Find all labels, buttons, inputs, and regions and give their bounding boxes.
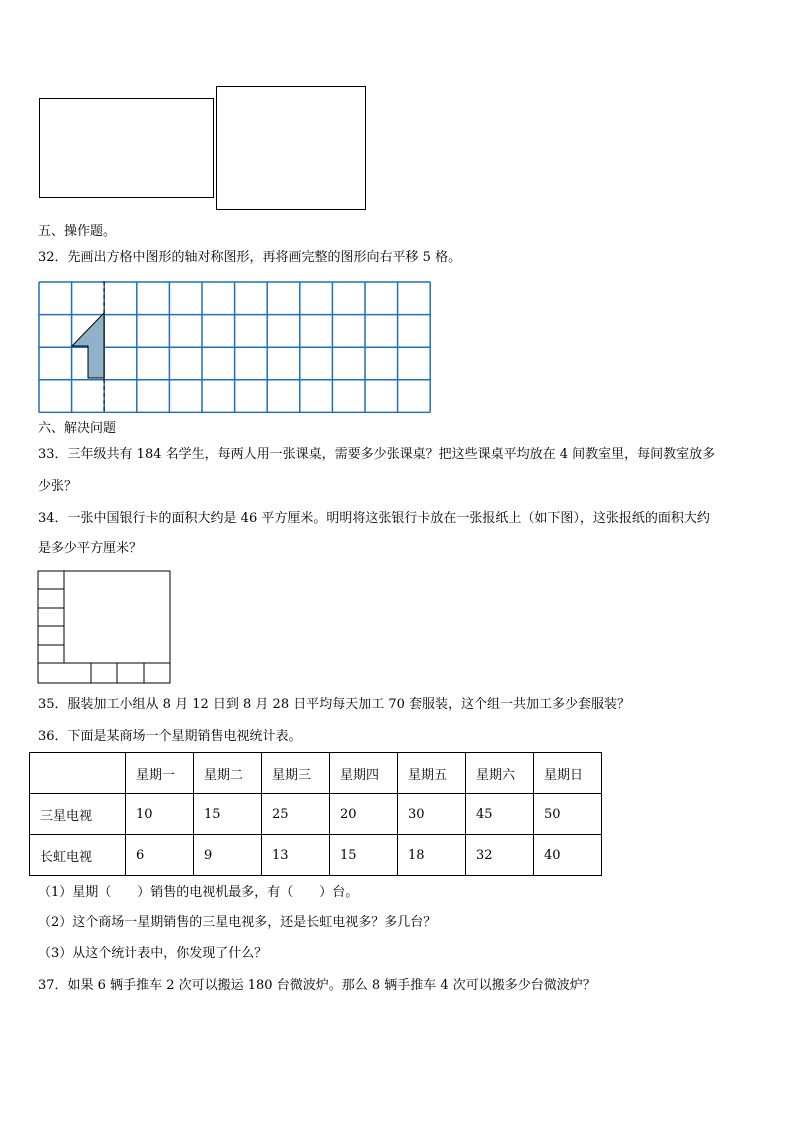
table-cell: 10: [126, 794, 194, 835]
question-33-line-1: 33．三年级共有 184 名学生，每两人用一张课桌，需要多少张课桌？把这些课桌平均放在 4 间教室里，每间教室放多: [38, 447, 716, 462]
drawing-rectangle-tall: [216, 86, 366, 210]
table-header-cell: 星期六: [466, 753, 534, 794]
table-header-cell: [30, 753, 126, 794]
table-row-label: 三星电视: [30, 794, 126, 835]
question-36-sub-3: （3）从这个统计表中，你发现了什么？: [38, 946, 268, 961]
question-32: 32．先画出方格中图形的轴对称图形，再将画完整的图形向右平移 5 格。: [38, 250, 462, 265]
table-header-cell: 星期五: [398, 753, 466, 794]
question-34-line-1: 34．一张中国银行卡的面积大约是 46 平方厘米。明明将这张银行卡放在一张报纸上（如下图），这张报纸的面积大约: [38, 511, 710, 526]
question-34-line-2: 是多少平方厘米？: [38, 541, 143, 556]
question-35: 35．服装加工小组从 8 月 12 日到 8 月 28 日平均每天加工 70 套服装，这个组一共加工多少套服装？: [38, 697, 631, 712]
question-36-sub-1: （1）星期（ ）销售的电视机最多，有（ ）台。: [38, 885, 359, 900]
tv-sales-table: [29, 752, 602, 876]
table-cell: 50: [534, 794, 602, 835]
table-row: [30, 794, 602, 835]
section-6-title: 六、解决问题: [38, 421, 117, 436]
table-cell: 6: [126, 835, 194, 876]
table-cell: 15: [194, 794, 262, 835]
drawing-rectangle-wide: [39, 98, 214, 198]
table-header-cell: 星期三: [262, 753, 330, 794]
table-header-cell: 星期日: [534, 753, 602, 794]
table-header-row: [30, 753, 602, 794]
newspaper-diagram: [37, 570, 173, 686]
table-cell: 18: [398, 835, 466, 876]
table-cell: 15: [330, 835, 398, 876]
table-header-cell: 星期一: [126, 753, 194, 794]
table-cell: 9: [194, 835, 262, 876]
section-5-title: 五、操作题。: [38, 224, 117, 239]
question-36-sub-2: （2）这个商场一星期销售的三星电视多，还是长虹电视多？多几台？: [38, 915, 437, 930]
question-37: 37．如果 6 辆手推车 2 次可以搬运 180 台微波炉。那么 8 辆手推车 4 次可以搬多少台微波炉？: [38, 978, 596, 993]
table-cell: 32: [466, 835, 534, 876]
table-cell: 13: [262, 835, 330, 876]
question-36: 36．下面是某商场一个星期销售电视统计表。: [38, 729, 302, 744]
table-cell: 45: [466, 794, 534, 835]
half-shape: [72, 313, 104, 378]
question-33-line-2: 少张？: [38, 479, 78, 494]
table-header-cell: 星期二: [194, 753, 262, 794]
table-cell: 40: [534, 835, 602, 876]
table-row: [30, 835, 602, 876]
table-row-label: 长虹电视: [30, 835, 126, 876]
table-cell: 30: [398, 794, 466, 835]
symmetry-grid: [38, 281, 432, 413]
table-cell: 25: [262, 794, 330, 835]
table-header-cell: 星期四: [330, 753, 398, 794]
table-cell: 20: [330, 794, 398, 835]
